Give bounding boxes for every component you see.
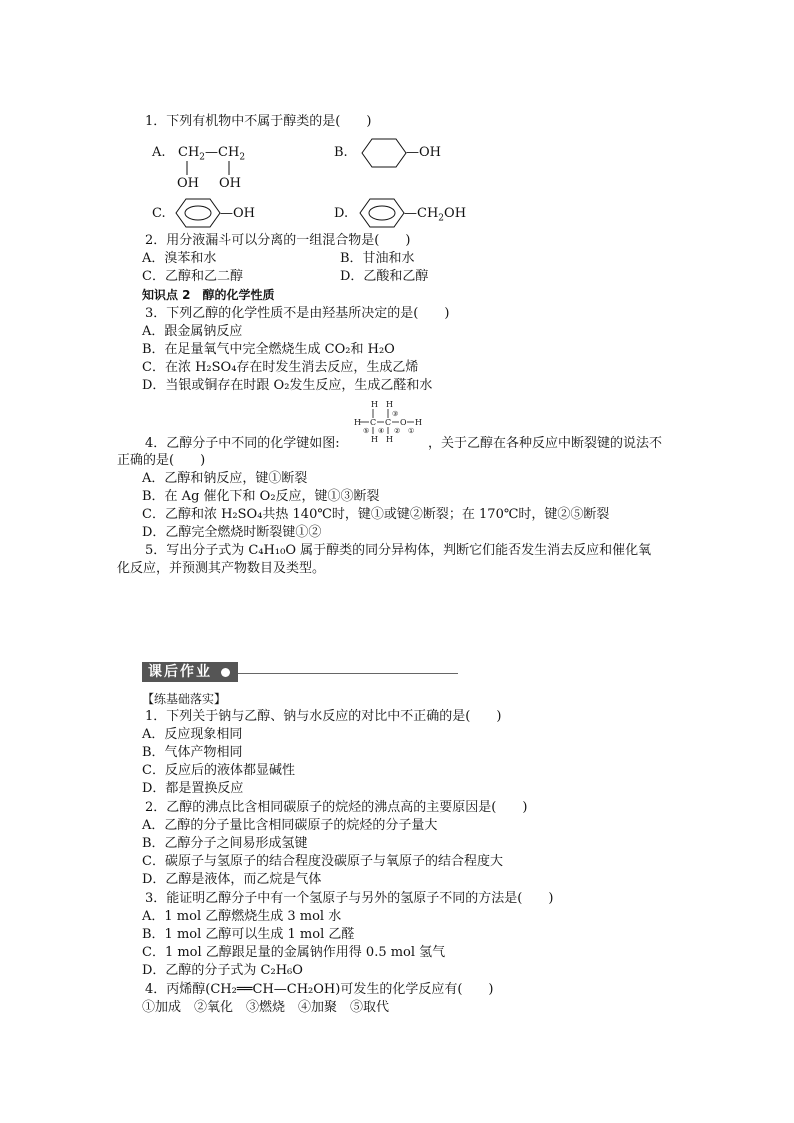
- q5-line2: 化反应，并预测其产物数目及类型。: [117, 561, 326, 576]
- banner-divider: [238, 673, 458, 674]
- svg-text:④: ④: [378, 427, 385, 435]
- q2-option-b: B．甘油和水: [340, 251, 415, 266]
- hw-q1-option-b: B．气体产物相同: [142, 745, 243, 760]
- q3-option-a: A．跟金属钠反应: [142, 324, 243, 339]
- hw-q3-stem: 3．能证明乙醇分子中有一个氢原子与另外的氢原子不同的方法是( ): [145, 891, 554, 906]
- q2-stem: 2．用分液漏斗可以分离的一组混合物是( ): [145, 233, 411, 248]
- banner-dot-icon: [221, 668, 230, 677]
- hw-q1-stem: 1．下列关于钠与乙醇、钠与水反应的对比中不正确的是( ): [145, 709, 502, 724]
- svg-text:H: H: [386, 435, 393, 444]
- hw-q3-option-c: C．1 mol 乙醇跟足量的金属钠作用得 0.5 mol 氢气: [142, 945, 446, 960]
- q3-stem: 3．下列乙醇的化学性质不是由羟基所决定的是( ): [145, 306, 450, 321]
- q3-option-c: C．在浓 H₂SO₄存在时发生消去反应，生成乙烯: [142, 360, 419, 375]
- q4-option-a: A．乙醇和钠反应，键①断裂: [142, 471, 308, 486]
- practice-section-title: 【练基础落实】: [142, 692, 227, 706]
- hw-q2-option-c: C．碳原子与氢原子的结合程度没碳原子与氧原子的结合程度大: [142, 854, 503, 869]
- hw-q2-stem: 2．乙醇的沸点比含相同碳原子的烷烃的沸点高的主要原因是( ): [145, 800, 528, 815]
- q5-line1: 5．写出分子式为 C₄H₁₀O 属于醇类的同分异构体，判断它们能否发生消去反应和催化氧: [145, 543, 652, 558]
- hw-q2-option-b: B．乙醇分子之间易形成氢键: [142, 836, 308, 851]
- q3-option-b: B．在足量氧气中完全燃烧生成 CO₂和 H₂O: [142, 342, 395, 357]
- q4-stem-part1: 4．乙醇分子中不同的化学键如图:: [145, 436, 340, 451]
- homework-banner: 课后作业: [142, 662, 238, 682]
- hw-q4-options: ①加成 ②氧化 ③燃烧 ④加聚 ⑤取代: [142, 1000, 390, 1015]
- q1-a-formula: $CH_2—CH_2$: [178, 145, 246, 163]
- q1-a-oh1: OH: [177, 176, 199, 191]
- q4-option-d: D．乙醇完全燃烧时断裂键①②: [142, 525, 322, 540]
- svg-text:H: H: [386, 400, 393, 409]
- hw-q3-option-d: D．乙醇的分子式为 C₂H₆O: [142, 963, 303, 978]
- q4-stem-cont: 正确的是( ): [117, 453, 206, 468]
- q4-stem-part2: ，关于乙醇在各种反应中断裂键的说法不: [428, 436, 663, 451]
- q3-option-d: D．当银或铜存在时跟 O₂发生反应，生成乙醛和水: [142, 378, 433, 393]
- q1-c-oh: —OH: [220, 206, 255, 221]
- hw-q2-option-d: D．乙醇是液体，而乙烷是气体: [142, 872, 322, 887]
- q1-d-label: D.: [334, 206, 349, 221]
- svg-text:③: ③: [392, 410, 399, 418]
- knowledge-point-2: 知识点 2 醇的化学性质: [142, 288, 275, 302]
- q1-stem: 1．下列有机物中不属于醇类的是( ): [145, 114, 372, 129]
- svg-text:C: C: [385, 418, 392, 427]
- q2-option-c: C．乙醇和乙二醇: [142, 269, 243, 284]
- svg-text:C: C: [370, 418, 377, 427]
- q4-option-c: C．乙醇和浓 H₂SO₄共热 140℃时，键①或键②断裂；在 170℃时，键②⑤断裂: [142, 507, 610, 522]
- svg-text:H: H: [371, 400, 378, 409]
- hw-q1-option-c: C．反应后的液体都显碱性: [142, 763, 295, 778]
- svg-text:⑤: ⑤: [363, 427, 370, 435]
- svg-text:②: ②: [394, 427, 401, 435]
- q1-c-label: C.: [152, 206, 166, 221]
- q1-b-oh: —OH: [406, 145, 441, 160]
- svg-text:O: O: [400, 418, 407, 427]
- hw-q3-option-a: A．1 mol 乙醇燃烧生成 3 mol 水: [142, 909, 342, 924]
- q2-option-a: A．溴苯和水: [142, 251, 217, 266]
- hw-q3-option-b: B．1 mol 乙醇可以生成 1 mol 乙醛: [142, 927, 355, 942]
- q1-b-label: B.: [334, 145, 348, 160]
- q1-a-oh2: OH: [219, 176, 241, 191]
- hw-q1-option-a: A．反应现象相同: [142, 727, 243, 742]
- q2-option-d: D．乙酸和乙醇: [340, 269, 429, 284]
- svg-text:①: ①: [408, 427, 415, 435]
- q1-a-label: A.: [152, 145, 166, 160]
- q1-d-sub: $—CH_2OH$: [404, 206, 467, 224]
- svg-text:H: H: [371, 435, 378, 444]
- hw-q4-stem: 4．丙烯醇(CH₂══CH—CH₂OH)可发生的化学反应有( ): [145, 982, 494, 997]
- svg-text:H: H: [354, 418, 361, 427]
- hw-q1-option-d: D．都是置换反应: [142, 781, 244, 796]
- hw-q2-option-a: A．乙醇的分子量比含相同碳原子的烷烃的分子量大: [142, 818, 438, 833]
- q4-option-b: B．在 Ag 催化下和 O₂反应，键①③断裂: [142, 489, 380, 504]
- svg-text:H: H: [415, 418, 422, 427]
